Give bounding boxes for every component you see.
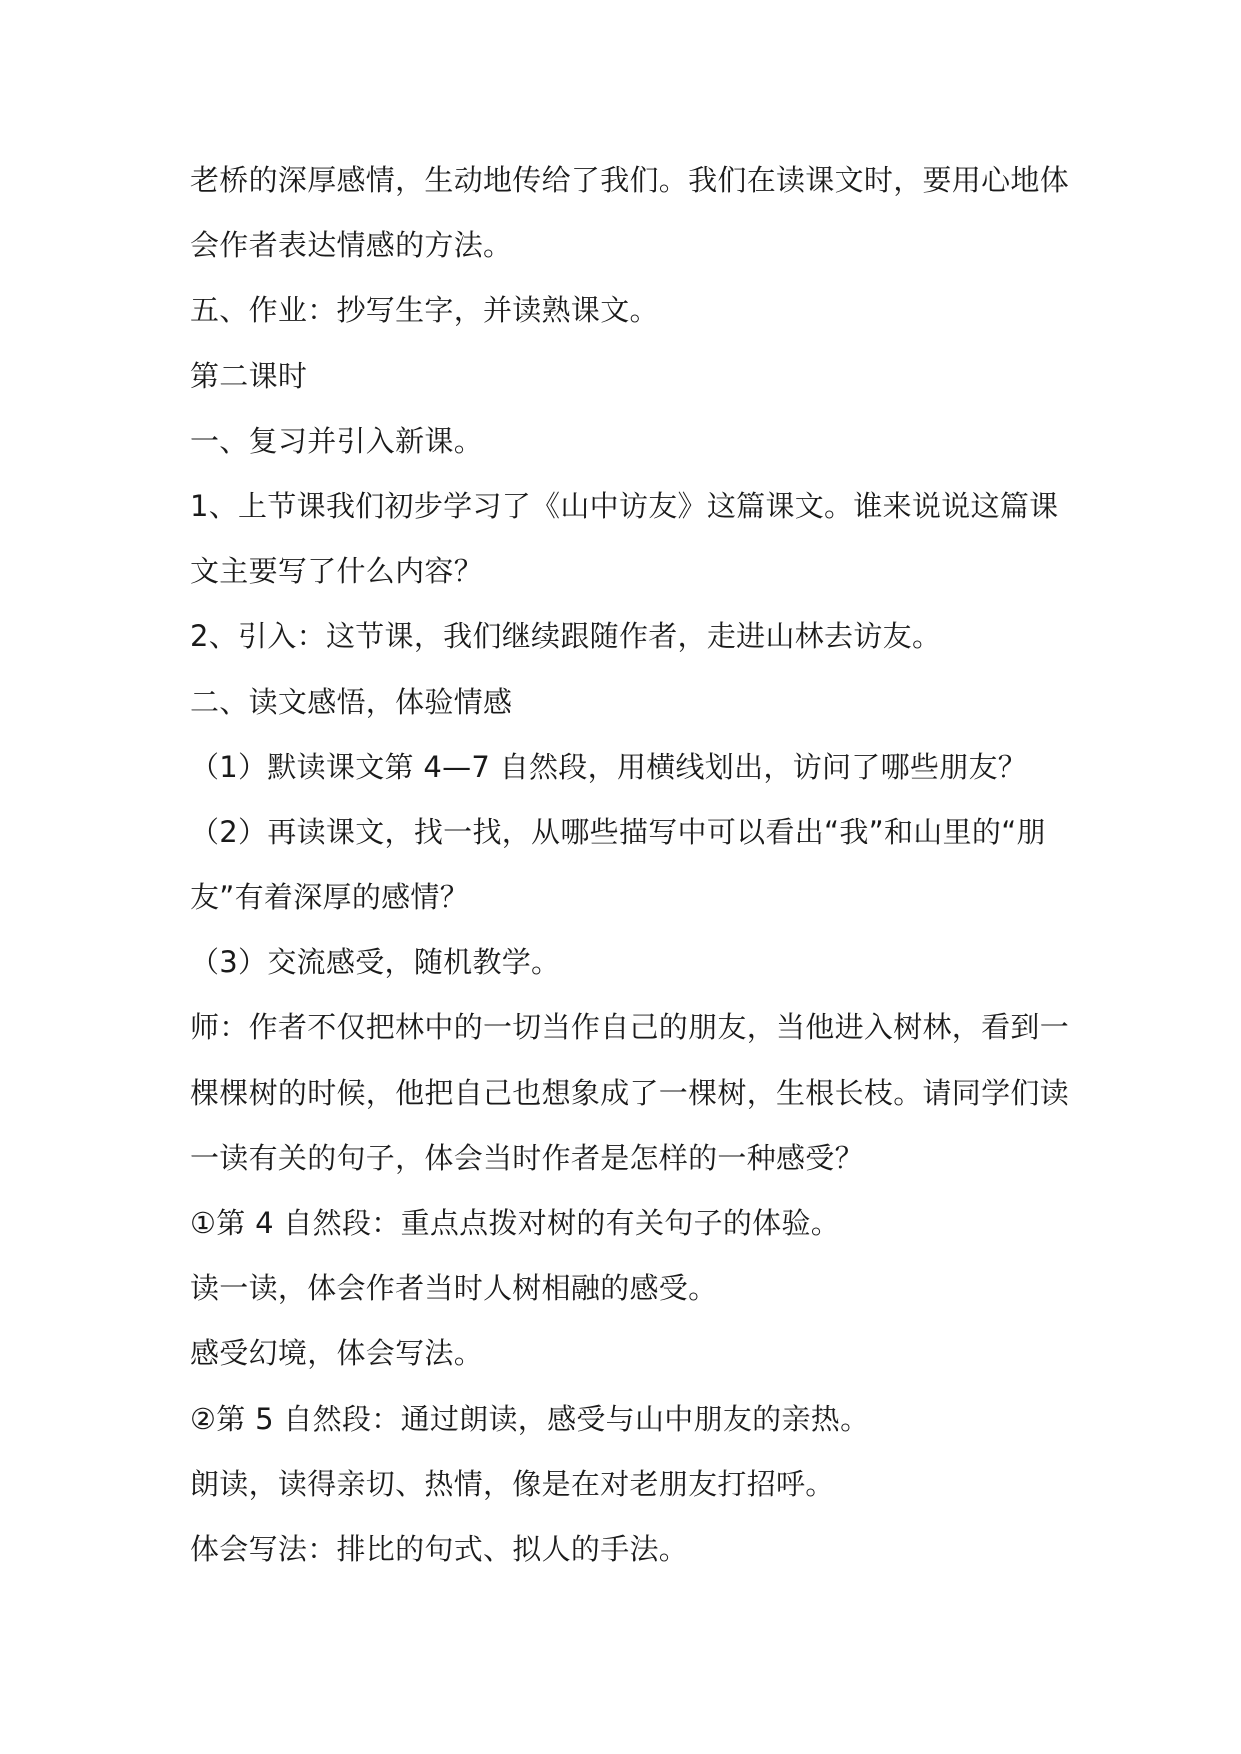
paragraph-line: 棵棵树的时候，他把自己也想象成了一棵树，生根长枝。请同学们读 (190, 1075, 1070, 1110)
paragraph-line: 2、引入：这节课，我们继续跟随作者，走进山林去访友。 (190, 619, 942, 654)
paragraph-line: 会作者表达情感的方法。 (190, 228, 513, 263)
paragraph-line: 1、上节课我们初步学习了《山中访友》这篇课文。谁来说说这篇课 (190, 488, 1059, 523)
paragraph-line: 体会写法：排比的句式、拟人的手法。 (190, 1531, 689, 1566)
step-heading: 二、读文感悟，体验情感 (190, 684, 513, 719)
homework-line: 五、作业：抄写生字，并读熟课文。 (190, 293, 659, 328)
paragraph-line: 文主要写了什么内容？ (190, 554, 484, 589)
document-body (190, 148, 1070, 1582)
paragraph-line: ①第 4 自然段：重点点拨对树的有关句子的体验。 (190, 1206, 841, 1240)
paragraph-line: 朗读，读得亲切、热情，像是在对老朋友打招呼。 (190, 1466, 835, 1501)
step-heading: 一、复习并引入新课。 (190, 423, 484, 458)
section-heading: 第二课时 (190, 358, 308, 393)
paragraph-line: 读一读，体会作者当时人树相融的感受。 (190, 1271, 718, 1306)
paragraph-line: （3）交流感受，随机教学。 (190, 945, 561, 980)
paragraph-line: （1）默读课文第 4—7 自然段，用横线划出，访问了哪些朋友？ (190, 749, 1028, 784)
paragraph-line: 友”有着深厚的感情？ (190, 880, 470, 915)
paragraph-line: （2）再读课文，找一找，从哪些描写中可以看出“我”和山里的“朋 (190, 814, 1046, 849)
paragraph-line: 师：作者不仅把林中的一切当作自己的朋友，当他进入树林，看到一 (190, 1010, 1070, 1045)
paragraph-line: ②第 5 自然段：通过朗读，感受与山中朋友的亲热。 (190, 1401, 870, 1436)
paragraph-line: 感受幻境，体会写法。 (190, 1336, 484, 1371)
paragraph-line: 一读有关的句子，体会当时作者是怎样的一种感受？ (190, 1140, 864, 1175)
paragraph-line: 老桥的深厚感情，生动地传给了我们。我们在读课文时，要用心地体 (190, 163, 1070, 197)
